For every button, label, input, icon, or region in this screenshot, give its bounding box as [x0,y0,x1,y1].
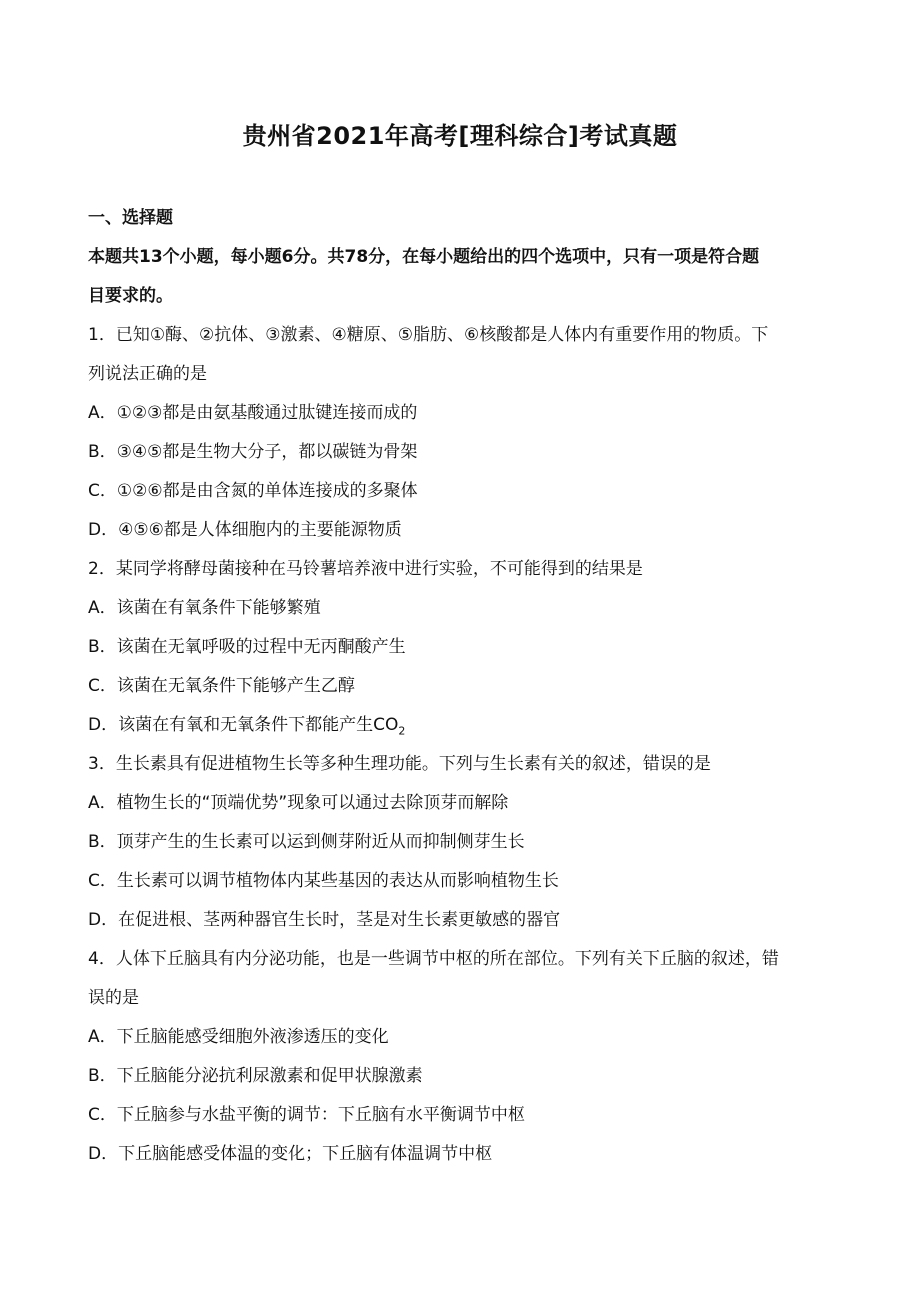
option-c: C．该菌在无氧条件下能够产生乙醇 [88,676,355,696]
question-1 [88,321,848,555]
instructions-line: 目要求的。 [88,286,173,306]
option-b: B．下丘脑能分泌抗利尿激素和促甲状腺激素 [88,1066,423,1086]
option-d: D．在促进根、茎两种器官生长时，茎是对生长素更敏感的器官 [88,910,561,930]
option-d-text: D．该菌在有氧和无氧条件下都能产生CO [88,715,399,735]
option-d: D．④⑤⑥都是人体细胞内的主要能源物质 [88,520,402,540]
question-3 [88,750,848,945]
option-d [88,711,848,750]
option-a: A．植物生长的“顶端优势”现象可以通过去除顶芽而解除 [88,793,509,813]
option-b: B．该菌在无氧呼吸的过程中无丙酮酸产生 [88,637,406,657]
document-body [88,204,848,1179]
question-4 [88,945,848,1179]
option-c: C．①②⑥都是由含氮的单体连接成的多聚体 [88,481,418,501]
instructions-line: 本题共13个小题，每小题6分。共78分，在每小题给出的四个选项中，只有一项是符合题 [88,247,760,267]
section-heading: 一、选择题 [88,208,173,228]
question-stem: 1．已知①酶、②抗体、③激素、④糖原、⑤脂肪、⑥核酸都是人体内有重要作用的物质。下 [88,325,769,345]
option-b: B．③④⑤都是生物大分子，都以碳链为骨架 [88,442,418,462]
subscript: 2 [398,724,406,738]
question-stem: 3．生长素具有促进植物生长等多种生理功能。下列与生长素有关的叙述，错误的是 [88,754,711,774]
option-b: B．顶芽产生的生长素可以运到侧芽附近从而抑制侧芽生长 [88,832,525,852]
option-a: A．①②③都是由氨基酸通过肽键连接而成的 [88,403,418,423]
document-title: 贵州省2021年高考[理科综合]考试真题 [242,122,678,150]
option-a: A．下丘脑能感受细胞外液渗透压的变化 [88,1027,389,1047]
option-a: A．该菌在有氧条件下能够繁殖 [88,598,321,618]
option-c: C．下丘脑参与水盐平衡的调节：下丘脑有水平衡调节中枢 [88,1105,525,1125]
question-stem: 4．人体下丘脑具有内分泌功能，也是一些调节中枢的所在部位。下列有关下丘脑的叙述，错 [88,949,779,969]
option-c: C．生长素可以调节植物体内某些基因的表达从而影响植物生长 [88,871,559,891]
option-d: D．下丘脑能感受体温的变化；下丘脑有体温调节中枢 [88,1144,493,1164]
question-stem: 列说法正确的是 [88,364,207,384]
question-stem: 误的是 [88,988,139,1008]
question-stem: 2．某同学将酵母菌接种在马铃薯培养液中进行实验，不可能得到的结果是 [88,559,643,579]
question-2 [88,555,848,750]
